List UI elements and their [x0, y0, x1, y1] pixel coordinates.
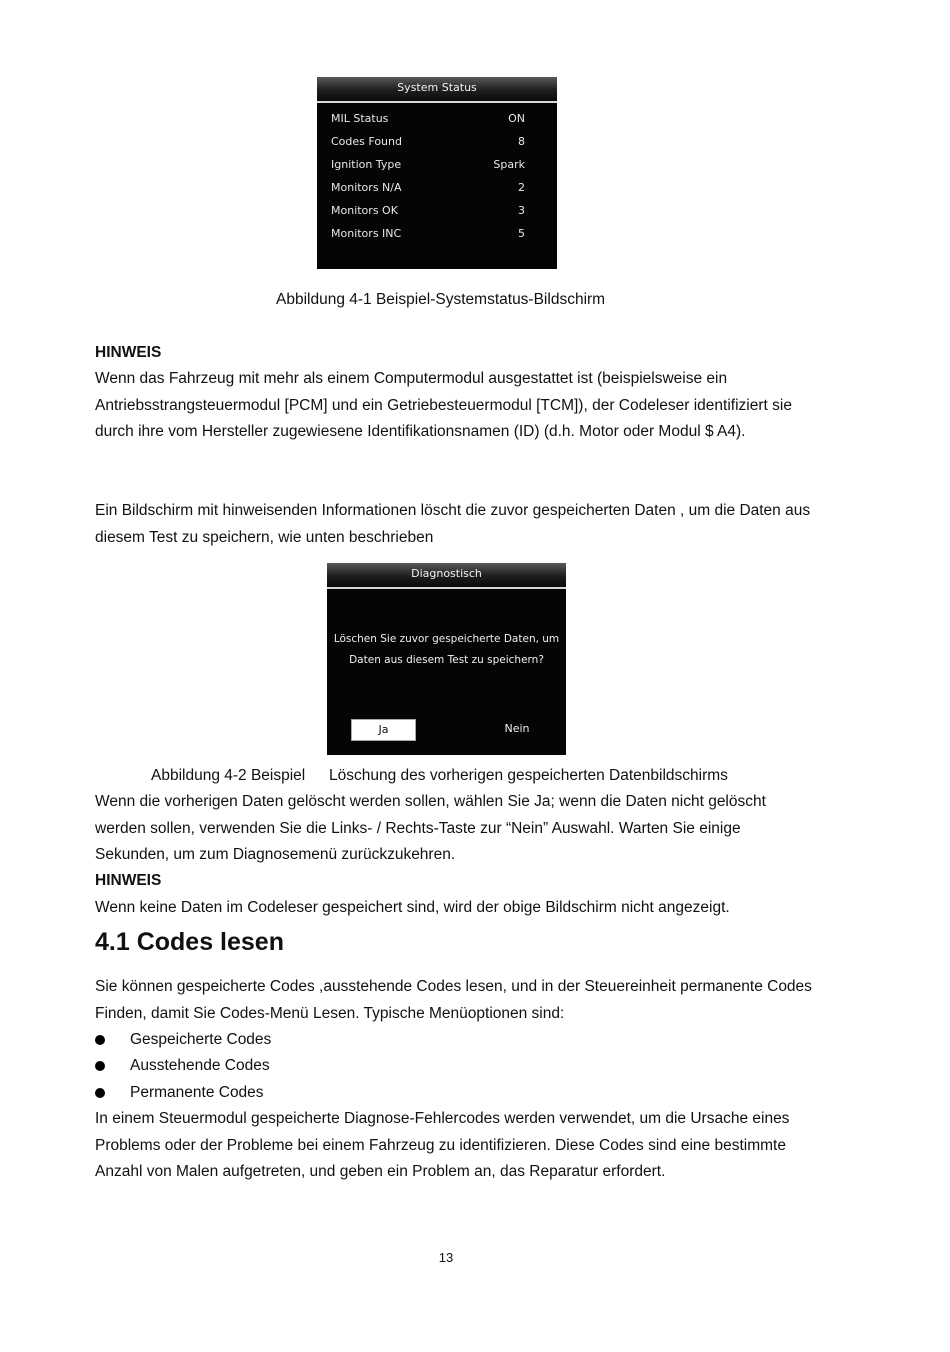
status-row	[331, 181, 525, 201]
status-row	[331, 158, 525, 178]
status-label: MIL Status	[331, 112, 389, 125]
list-item-text: Gespeicherte Codes	[130, 1031, 272, 1048]
note-text: Wenn keine Daten im Codeleser gespeichert sind, wird der obige Bildschirm nicht angezeigt.	[95, 899, 730, 916]
bullet-icon	[95, 1035, 105, 1045]
diagnostic-message-line-1: Löschen Sie zuvor gespeicherte Daten, um	[333, 633, 560, 645]
section-heading: 4.1 Codes lesen	[95, 928, 284, 956]
note-text: Wenn das Fahrzeug mit mehr als einem Computermodul ausgestattet ist (beispielsweise ein Antriebsstrangsteuermodul [PCM] und ein Getriebesteuermodul [TCM]), der Codeleser identifiziert sie durch ihre vom Hersteller zugewiesene Identifikationsnamen (ID) (d.h. Motor oder Modul $ A4).	[95, 370, 792, 440]
paragraph: Ein Bildschirm mit hinweisenden Informationen löscht die zuvor gespeicherten Daten , um die Daten aus diesem Test zu speichern, wie unten beschrieben	[95, 502, 811, 546]
status-row	[331, 135, 525, 155]
paragraph: Wenn die vorherigen Daten gelöscht werden sollen, wählen Sie Ja; wenn die Daten nicht gelöscht werden sollen, verwenden Sie die Links- / Rechts-Taste zur “Nein” Auswahl. Warten Sie einige Sekunden, um zum Diagnosemenü zurückzukehren.	[95, 793, 766, 863]
bullet-icon	[95, 1088, 105, 1098]
note-heading: HINWEIS	[95, 872, 162, 889]
status-label: Monitors INC	[331, 227, 402, 240]
status-row	[331, 112, 525, 132]
figure-2-caption-text: Löschung des vorherigen gespeicherten Datenbildschirms	[329, 767, 728, 784]
list-item-text: Ausstehende Codes	[130, 1057, 270, 1074]
status-value: 5	[518, 227, 525, 240]
page-number: 13	[438, 1250, 454, 1265]
bullet-icon	[95, 1061, 105, 1071]
status-value: 3	[518, 204, 525, 217]
status-value: 2	[518, 181, 525, 194]
status-row	[331, 204, 525, 224]
no-button[interactable]: Nein	[504, 722, 530, 735]
diagnostic-message-line-2: Daten aus diesem Test zu speichern?	[349, 654, 544, 666]
diagnostic-title: Diagnostisch	[327, 563, 566, 589]
figure-1-caption: Abbildung 4-1 Beispiel-Systemstatus-Bildschirm	[276, 291, 606, 308]
status-value: 8	[518, 135, 525, 148]
section-closing: In einem Steuermodul gespeicherte Diagnose-Fehlercodes werden verwendet, um die Ursache eines Problems oder der Probleme bei einem Fahrzeug zu identifizieren. Diese Codes sind eine bestimmte Anzahl von Malen aufgetreten, und geben ein Problem an, das Reparatur erfordert.	[95, 1110, 790, 1180]
section-intro: Sie können gespeicherte Codes ,ausstehende Codes lesen, und in der Steuereinheit permanente Codes Finden, damit Sie Codes-Menü Lesen. Typische Menüoptionen sind:	[95, 978, 812, 1022]
figure-2-caption-number: Abbildung 4-2 Beispiel	[151, 767, 306, 784]
yes-button[interactable]: Ja	[351, 719, 416, 741]
status-row	[331, 227, 525, 247]
status-label: Monitors OK	[331, 204, 398, 217]
note-heading: HINWEIS	[95, 344, 162, 361]
system-status-screen	[317, 77, 557, 269]
system-status-title: System Status	[317, 77, 557, 103]
status-value: Spark	[493, 158, 525, 171]
diagnostic-screen	[327, 563, 566, 755]
status-label: Codes Found	[331, 135, 402, 148]
status-value: ON	[508, 112, 525, 125]
status-label: Monitors N/A	[331, 181, 402, 194]
list-item-text: Permanente Codes	[130, 1084, 264, 1101]
status-label: Ignition Type	[331, 158, 402, 171]
